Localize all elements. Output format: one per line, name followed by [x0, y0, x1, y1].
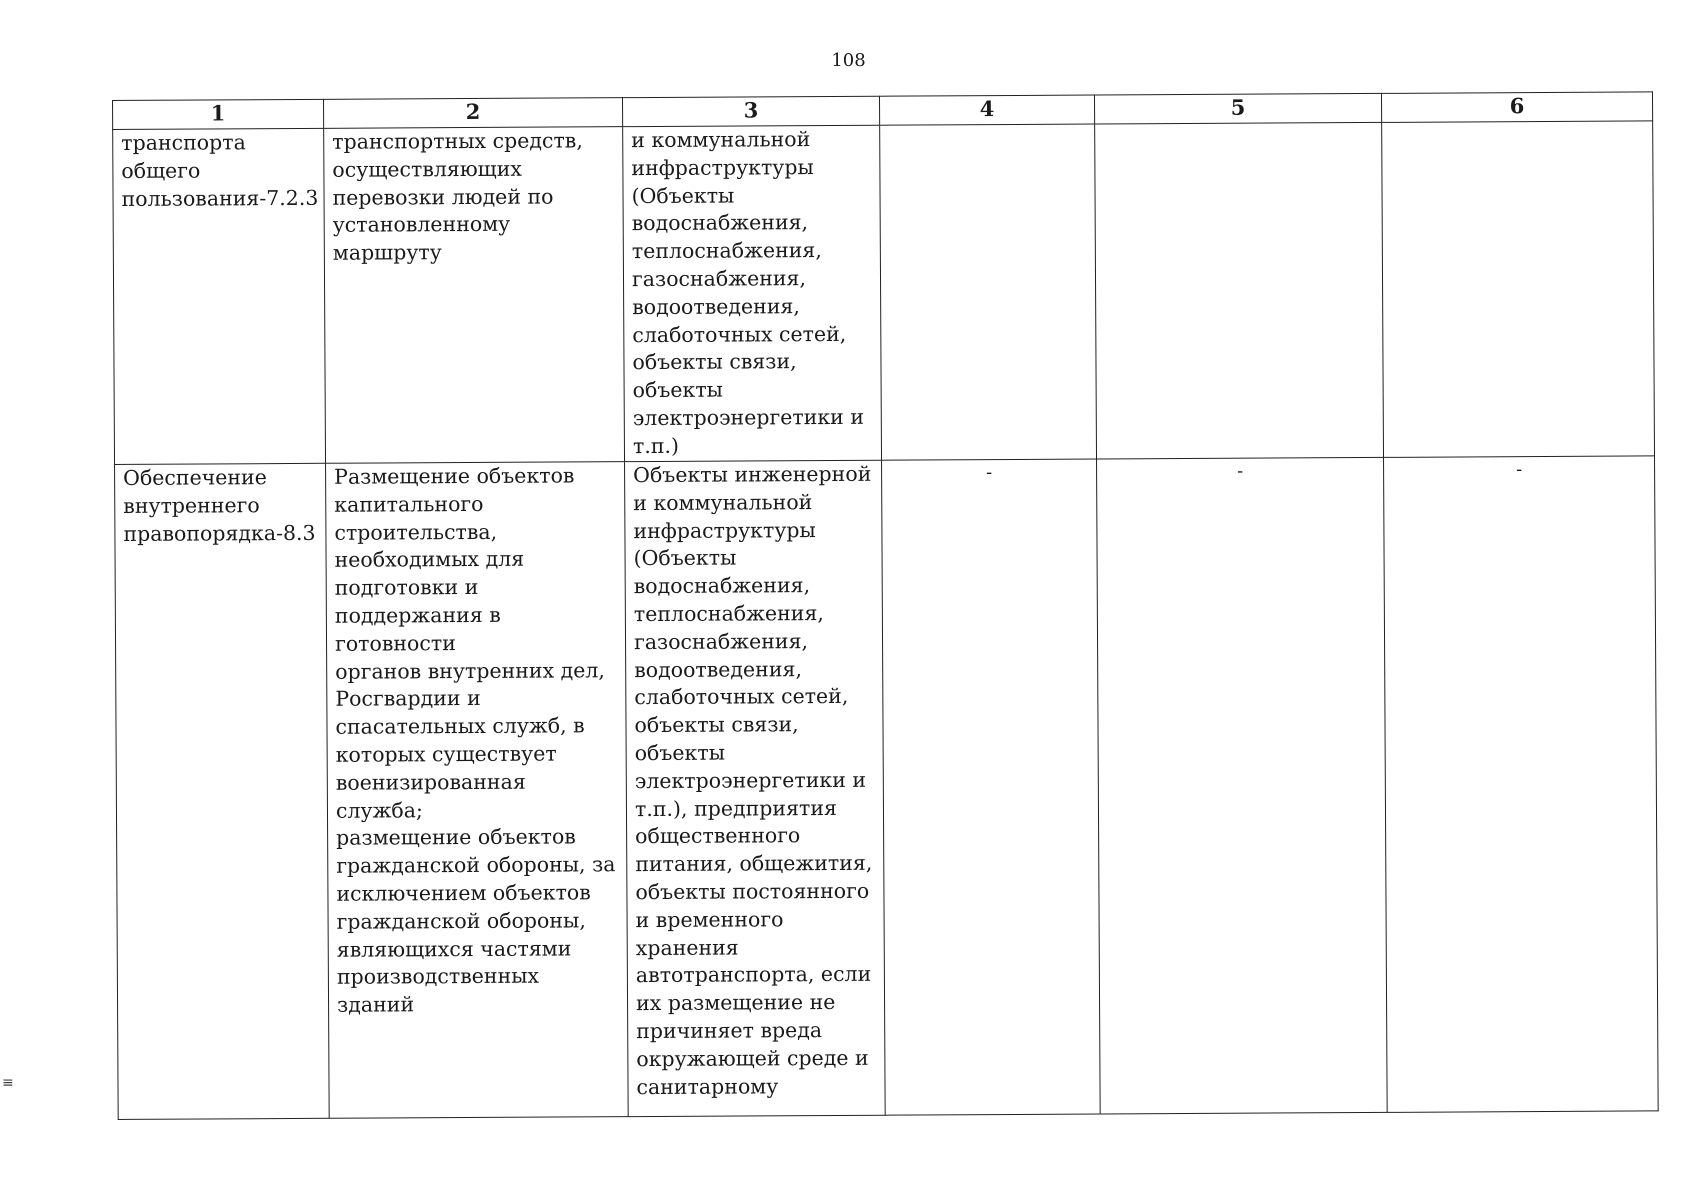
row-1-col-6	[1382, 121, 1655, 458]
row-2-col-5: -	[1097, 457, 1388, 1114]
left-margin-scan-mark: ≡	[2, 1075, 14, 1091]
zoning-regulations-table	[112, 91, 1659, 1120]
table-row	[113, 121, 1655, 465]
table-row	[115, 456, 1659, 1120]
row-2-permitted-objects: Объекты инженерной и коммунальной инфраструктуры (Объекты водоснабжения, теплоснабжения, газоснабжения, водоотведения, слаботочных сетей, объекты связи, объекты электроэнергетики и т.п.), предприятия общественного питания, общежития, объекты постоянного и временного хранения автотранспорта, если их размещение не причиняет вреда окружающей среде и санитарному	[625, 460, 886, 1116]
row-1-col-5	[1095, 122, 1384, 459]
row-1-description: транспортных средств, осуществляющих перевозки людей по установленному маршруту	[324, 127, 625, 464]
row-1-land-use-type: транспорта общего пользования-7.2.3	[113, 128, 326, 464]
page-number: 108	[831, 50, 866, 71]
row-1-col-4	[880, 124, 1097, 460]
header-col-1: 1	[113, 99, 324, 129]
header-col-5: 5	[1094, 93, 1381, 124]
row-2-col-4: -	[882, 459, 1101, 1115]
header-col-2: 2	[323, 98, 622, 129]
header-col-6: 6	[1381, 92, 1652, 123]
header-col-4: 4	[879, 95, 1094, 125]
row-2-col-6: -	[1384, 456, 1659, 1113]
row-1-permitted-objects: и коммунальной инфраструктуры (Объекты водоснабжения, теплоснабжения, газоснабжения, водоотведения, слаботочных сетей, объекты связи, объекты электроэнергетики и т.п.)	[623, 125, 882, 461]
header-col-3: 3	[622, 96, 879, 126]
row-2-description: Размещение объектов капитального строительства, необходимых для подготовки и поддержания в готовности органов внутренних дел, Росгвардии и спасательных служб, в которых существует военизированная служба; размещение объектов гражданской обороны, за исключением объектов гражданской обороны, являющихся частями производственных зданий	[326, 462, 629, 1119]
row-2-land-use-type: Обеспечение внутреннего правопорядка-8.3	[115, 463, 330, 1119]
